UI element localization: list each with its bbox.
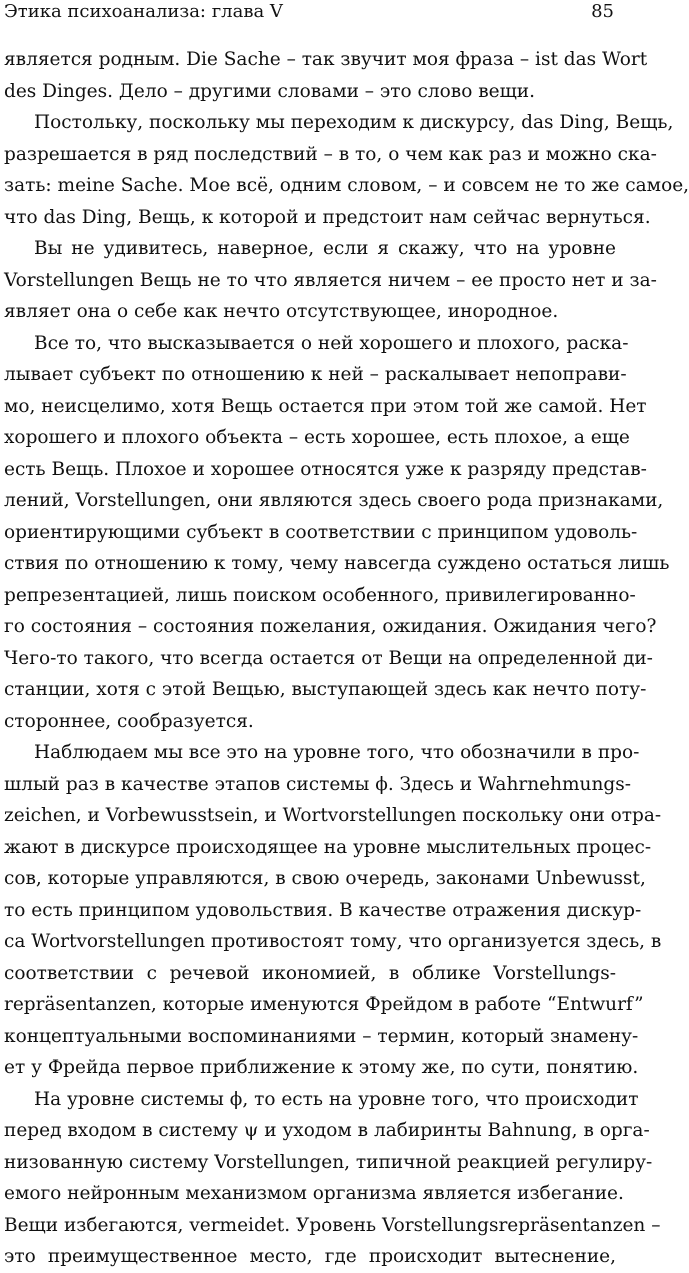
text-line: что das Ding, Вещь, к которой и предстоит нам сейчас вернуться.	[4, 206, 651, 228]
text-line: сов, которые управляются, в свою очередь, законами Unbewusst,	[4, 868, 646, 889]
text-line: Постольку, поскольку мы переходим к дискурсу, das Ding, Вещь,	[34, 112, 674, 133]
text-line: ствия по отношению к тому, чему навсегда суждено остаться лишь	[4, 553, 670, 574]
text-line: разрешается в ряд последствий – в то, о чем как раз и можно ска-	[4, 143, 657, 165]
text-line: хорошего и плохого объекта – есть хорошее, есть плохое, а еще	[4, 427, 630, 448]
text-line: низованную систему Vorstellungen, типичной реакцией регулиру-	[4, 1151, 653, 1173]
text-line: Вы не удивитесь, наверное, если я скажу, что на уровне	[34, 238, 616, 259]
text-line: Vorstellungen Вещь не то что является ничем – ее просто нет и за-	[4, 269, 657, 291]
text-line: репрезентацией, лишь поиском особенного, привилегированно-	[4, 584, 636, 606]
text-line: Все то, что высказывается о ней хорошего и плохого, раска-	[34, 332, 629, 354]
running-header	[4, 0, 614, 28]
text-line: Вещи избегаются, vermeidet. Уровень Vorstellungsrepräsentanzen –	[4, 1214, 661, 1236]
text-line: это преимущественное место, где происходит вытеснение,	[4, 1246, 616, 1267]
text-line: является родным. Die Sache – так звучит моя фраза – ist das Wort	[4, 49, 648, 70]
text-line: Чего-то такого, что всегда остается от Вещи на определенной ди-	[4, 647, 653, 669]
text-line: ориентирующими субъект в соответствии с принципом удоволь-	[4, 521, 638, 543]
text-line: На уровне системы ϕ, то есть на уровне того, что происходит	[34, 1088, 639, 1110]
text-line: са Wortvorstellungen противостоят тому, что организуется здесь, в	[4, 931, 662, 952]
text-line: мо, неисцелимо, хотя Вещь остается при этом той же самой. Нет	[4, 395, 647, 417]
page-number: 85	[591, 1, 614, 22]
text-line: станции, хотя с этой Вещью, выступающей здесь как нечто поту-	[4, 679, 647, 700]
text-line: соответствии с речевой икономией, в облике Vorstellungs-	[4, 962, 616, 984]
text-line: жают в дискурсе происходящее на уровне мыслительных процес-	[4, 836, 652, 858]
body-text	[4, 44, 689, 1273]
text-line: го состояния – состояния пожелания, ожидания. Ожидания чего?	[4, 616, 657, 637]
text-line: Наблюдаем мы все это на уровне того, что обозначили в про-	[34, 742, 640, 763]
text-line: лений, Vorstellungen, они являются здесь своего рода признаками,	[4, 490, 664, 511]
text-line: являет она о себе как нечто отсутствующее, инородное.	[4, 301, 559, 322]
text-line: ет у Фрейда первое приближение к этому же, по сути, понятию.	[4, 1057, 639, 1078]
text-line: емого нейронным механизмом организма является избегание.	[4, 1183, 624, 1204]
text-line: repräsentanzen, которые именуются Фрейдом в работе “Entwurf”	[4, 994, 644, 1015]
text-line: zeichen, и Vorbewusstsein, и Wortvorstellungen поскольку они отра-	[4, 805, 662, 826]
text-line: концептуальными воспоминаниями – термин, который знамену-	[4, 1025, 639, 1047]
text-line: зать: meine Sache. Мое всё, одним словом, – и совсем не то же самое,	[4, 175, 689, 196]
text-line: шлый раз в качестве этапов системы ϕ. Здесь и Wahrnehmungs-	[4, 773, 631, 795]
chapter-title: Этика психоанализа: глава V	[4, 1, 283, 22]
text-line: перед входом в систему ψ и уходом в лабиринты Bahnung, в орга-	[4, 1120, 650, 1141]
text-line: есть Вещь. Плохое и хорошее относятся уже к разряду представ-	[4, 458, 647, 480]
text-line: des Dinges. Дело – другими словами – это слово вещи.	[4, 80, 536, 102]
text-line: стороннее, сообразуется.	[4, 710, 254, 732]
text-line: то есть принципом удовольствия. В качестве отражения дискур-	[4, 899, 642, 921]
text-line: лывает субъект по отношению к ней – раскалывает непоправи-	[4, 364, 627, 385]
